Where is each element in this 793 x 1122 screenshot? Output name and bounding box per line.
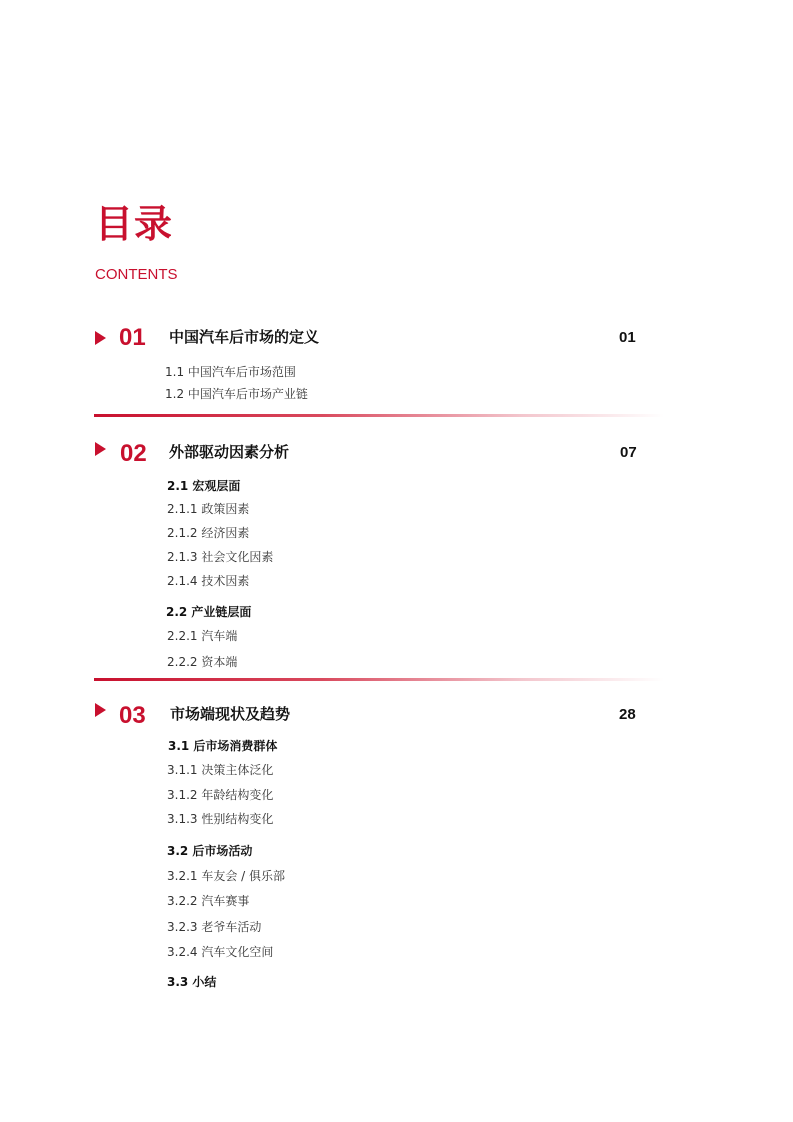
toc-item-2-1[interactable]: 2.1 宏观层面 — [167, 479, 241, 493]
section-03-arrow-icon — [95, 703, 106, 717]
section-01-title[interactable]: 中国汽车后市场的定义 — [169, 328, 320, 346]
toc-item-1-1[interactable]: 1.1 中国汽车后市场范围 — [165, 365, 296, 379]
toc-item-3-1-3[interactable]: 3.1.3 性别结构变化 — [167, 812, 274, 826]
toc-item-2-1-2[interactable]: 2.1.2 经济因素 — [167, 526, 250, 540]
toc-item-2-1-4[interactable]: 2.1.4 技术因素 — [167, 574, 250, 588]
section-02-number: 02 — [120, 440, 147, 467]
toc-item-3-1-2[interactable]: 3.1.2 年龄结构变化 — [167, 788, 274, 802]
page-subtitle: CONTENTS — [95, 266, 178, 283]
section-01-arrow-icon — [95, 331, 106, 345]
toc-item-3-2-2[interactable]: 3.2.2 汽车赛事 — [167, 894, 250, 908]
toc-item-2-2-2[interactable]: 2.2.2 资本端 — [167, 655, 238, 669]
toc-item-3-2-4[interactable]: 3.2.4 汽车文化空间 — [167, 945, 274, 959]
toc-item-2-1-1[interactable]: 2.1.1 政策因素 — [167, 502, 250, 516]
section-divider-2 — [94, 678, 664, 681]
toc-item-3-2-1[interactable]: 3.2.1 车友会 / 俱乐部 — [167, 869, 286, 883]
toc-item-3-2[interactable]: 3.2 后市场活动 — [167, 844, 253, 858]
section-01-page: 01 — [619, 329, 636, 346]
toc-item-3-1[interactable]: 3.1 后市场消费群体 — [168, 739, 278, 753]
section-02-page: 07 — [620, 444, 637, 461]
section-divider-1 — [94, 414, 664, 417]
section-01-number: 01 — [119, 324, 146, 351]
toc-item-2-1-3[interactable]: 2.1.3 社会文化因素 — [167, 550, 274, 564]
section-03-page: 28 — [619, 706, 636, 723]
toc-item-3-1-1[interactable]: 3.1.1 决策主体泛化 — [167, 763, 274, 777]
toc-item-2-2-1[interactable]: 2.2.1 汽车端 — [167, 629, 238, 643]
page-title: 目录 — [95, 202, 174, 246]
toc-item-2-2[interactable]: 2.2 产业链层面 — [166, 605, 252, 619]
toc-item-3-2-3[interactable]: 3.2.3 老爷车活动 — [167, 920, 262, 934]
section-02-arrow-icon — [95, 442, 106, 456]
section-02-title[interactable]: 外部驱动因素分析 — [169, 443, 290, 461]
toc-item-3-3[interactable]: 3.3 小结 — [167, 975, 217, 989]
section-03-number: 03 — [119, 702, 146, 729]
section-03-title[interactable]: 市场端现状及趋势 — [170, 705, 291, 723]
toc-item-1-2[interactable]: 1.2 中国汽车后市场产业链 — [165, 387, 308, 401]
